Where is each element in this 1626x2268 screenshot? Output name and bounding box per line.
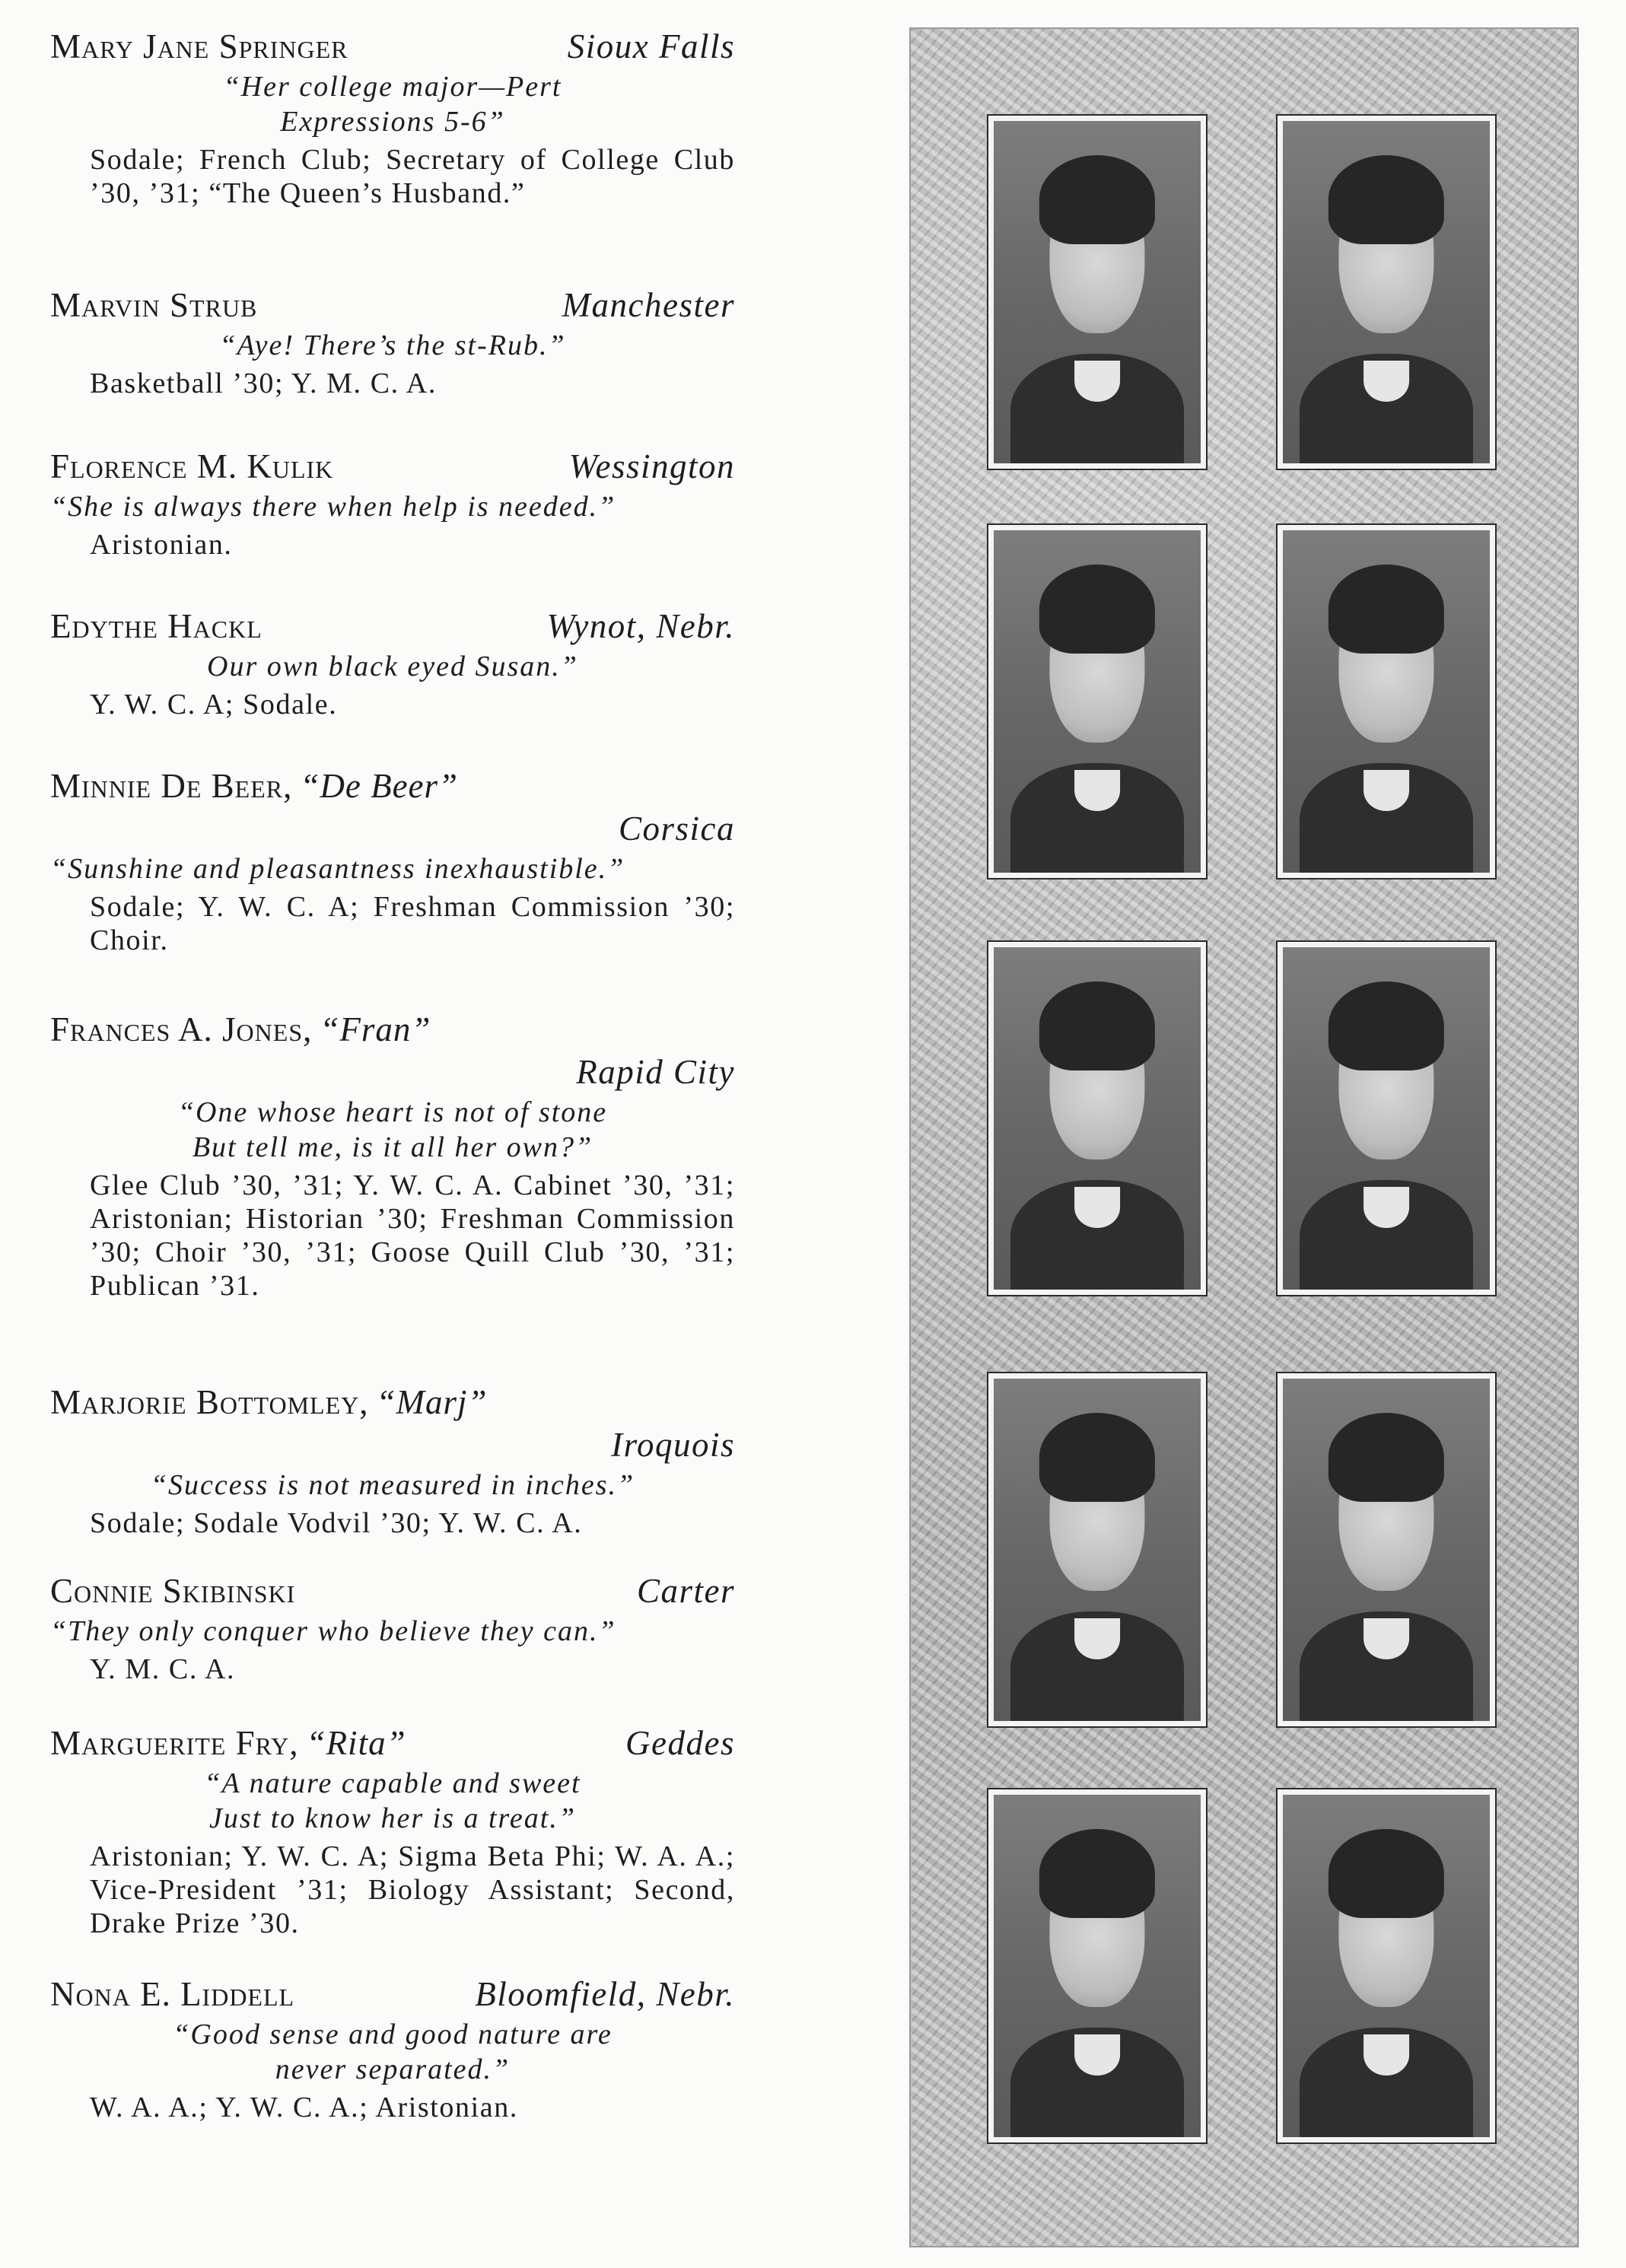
- activities: Sodale; Sodale Vodvil ’30; Y. W. C. A.: [90, 1507, 583, 1539]
- entry-connie-skibinski: [50, 1570, 735, 1722]
- quote-line: “Aye! There’s the st-Rub.”: [219, 329, 566, 361]
- entry-marjorie-bottomley: [50, 1382, 735, 1570]
- student-nickname: “Fran”: [320, 1010, 431, 1048]
- portrait-photo: [1276, 523, 1497, 880]
- entry-marguerite-fry: [50, 1722, 735, 1974]
- student-nickname: “Marj”: [376, 1383, 488, 1421]
- student-name: Frances A. Jones,: [50, 1010, 313, 1048]
- portrait-photo: [1276, 940, 1497, 1296]
- student-name: Nona E. Liddell: [50, 1975, 295, 2013]
- activities: Aristonian.: [90, 529, 233, 561]
- biography-column: [50, 26, 735, 2156]
- student-name: Marguerite Fry,: [50, 1724, 299, 1762]
- quote-line: “One whose heart is not of stone: [177, 1096, 608, 1128]
- quote-line: “They only conquer who believe they can.”: [50, 1615, 616, 1647]
- portrait-photo: [987, 523, 1208, 880]
- student-nickname: “Rita”: [306, 1724, 406, 1762]
- activities: W. A. A.; Y. W. C. A.; Aristonian.: [90, 2091, 518, 2123]
- activities: Y. W. C. A; Sodale.: [90, 689, 338, 720]
- hometown: Carter: [636, 1572, 735, 1610]
- quote-line: Expressions 5-6”: [280, 106, 505, 138]
- student-name: Minnie De Beer,: [50, 767, 293, 805]
- portrait-photo: [1276, 1372, 1497, 1728]
- portrait-photo: [1276, 1788, 1497, 2144]
- quote-line: “Success is not measured in inches.”: [150, 1469, 635, 1501]
- activities: Aristonian; Y. W. C. A; Sigma Beta Phi; W. A. A.; Vice-President ’31; Biology Assistant; Second, Drake Prize ’30.: [90, 1840, 735, 1939]
- activities: Basketball ’30; Y. M. C. A.: [90, 367, 437, 399]
- activities: Y. M. C. A.: [90, 1653, 236, 1685]
- hometown: Bloomfield, Nebr.: [475, 1975, 735, 2013]
- entry-florence-kulik: [50, 446, 735, 606]
- hometown: Sioux Falls: [567, 27, 735, 65]
- activities: Sodale; French Club; Secretary of College Club ’30, ’31; “The Queen’s Husband.”: [90, 144, 735, 209]
- student-name: Connie Skibinski: [50, 1572, 296, 1610]
- entry-nona-liddell: [50, 1974, 735, 2156]
- activities: Sodale; Y. W. C. A; Freshman Commission ’30; Choir.: [90, 891, 735, 956]
- portrait-photo: [987, 1788, 1208, 2144]
- entry-minnie-de-beer: [50, 765, 735, 1009]
- quote-line: Our own black eyed Susan.”: [207, 650, 578, 682]
- portrait-photo: [987, 114, 1208, 470]
- quote-line: “Sunshine and pleasantness inexhaustible.”: [50, 853, 625, 885]
- entry-mary-jane-springer: [50, 26, 735, 285]
- hometown: Rapid City: [576, 1053, 735, 1091]
- portrait-photo: [987, 940, 1208, 1296]
- quote-line: “Her college major—Pert: [223, 71, 562, 103]
- entry-marvin-strub: [50, 285, 735, 446]
- entry-frances-jones: [50, 1009, 735, 1382]
- activities: Glee Club ’30, ’31; Y. W. C. A. Cabinet ’30, ’31; Aristonian; Historian ’30; Freshman Commission ’30; Choir ’30, ’31; Goose Quill Club ’30, ’31; Publican ’31.: [90, 1169, 735, 1302]
- student-name: Edythe Hackl: [50, 607, 263, 645]
- entry-edythe-hackl: [50, 606, 735, 765]
- hometown: Geddes: [625, 1724, 735, 1762]
- quote-line: “A nature capable and sweet: [204, 1767, 581, 1799]
- hometown: Iroquois: [611, 1426, 735, 1464]
- quote-line: But tell me, is it all her own?”: [192, 1131, 593, 1163]
- portrait-photo: [1276, 114, 1497, 470]
- hometown: Manchester: [562, 286, 735, 324]
- quote-line: never separated.”: [275, 2053, 511, 2085]
- student-name: Florence M. Kulik: [50, 447, 334, 485]
- hometown: Corsica: [618, 810, 735, 848]
- portrait-panel: [909, 27, 1579, 2247]
- hometown: Wessington: [568, 447, 735, 485]
- student-name: Marjorie Bottomley,: [50, 1383, 369, 1421]
- student-name: Marvin Strub: [50, 286, 258, 324]
- quote-line: Just to know her is a treat.”: [209, 1802, 576, 1834]
- portrait-photo: [987, 1372, 1208, 1728]
- quote-line: “Good sense and good nature are: [173, 2018, 613, 2050]
- student-nickname: “De Beer”: [300, 767, 459, 805]
- quote-line: “She is always there when help is needed.”: [50, 491, 616, 523]
- student-name: Mary Jane Springer: [50, 27, 348, 65]
- hometown: Wynot, Nebr.: [546, 607, 735, 645]
